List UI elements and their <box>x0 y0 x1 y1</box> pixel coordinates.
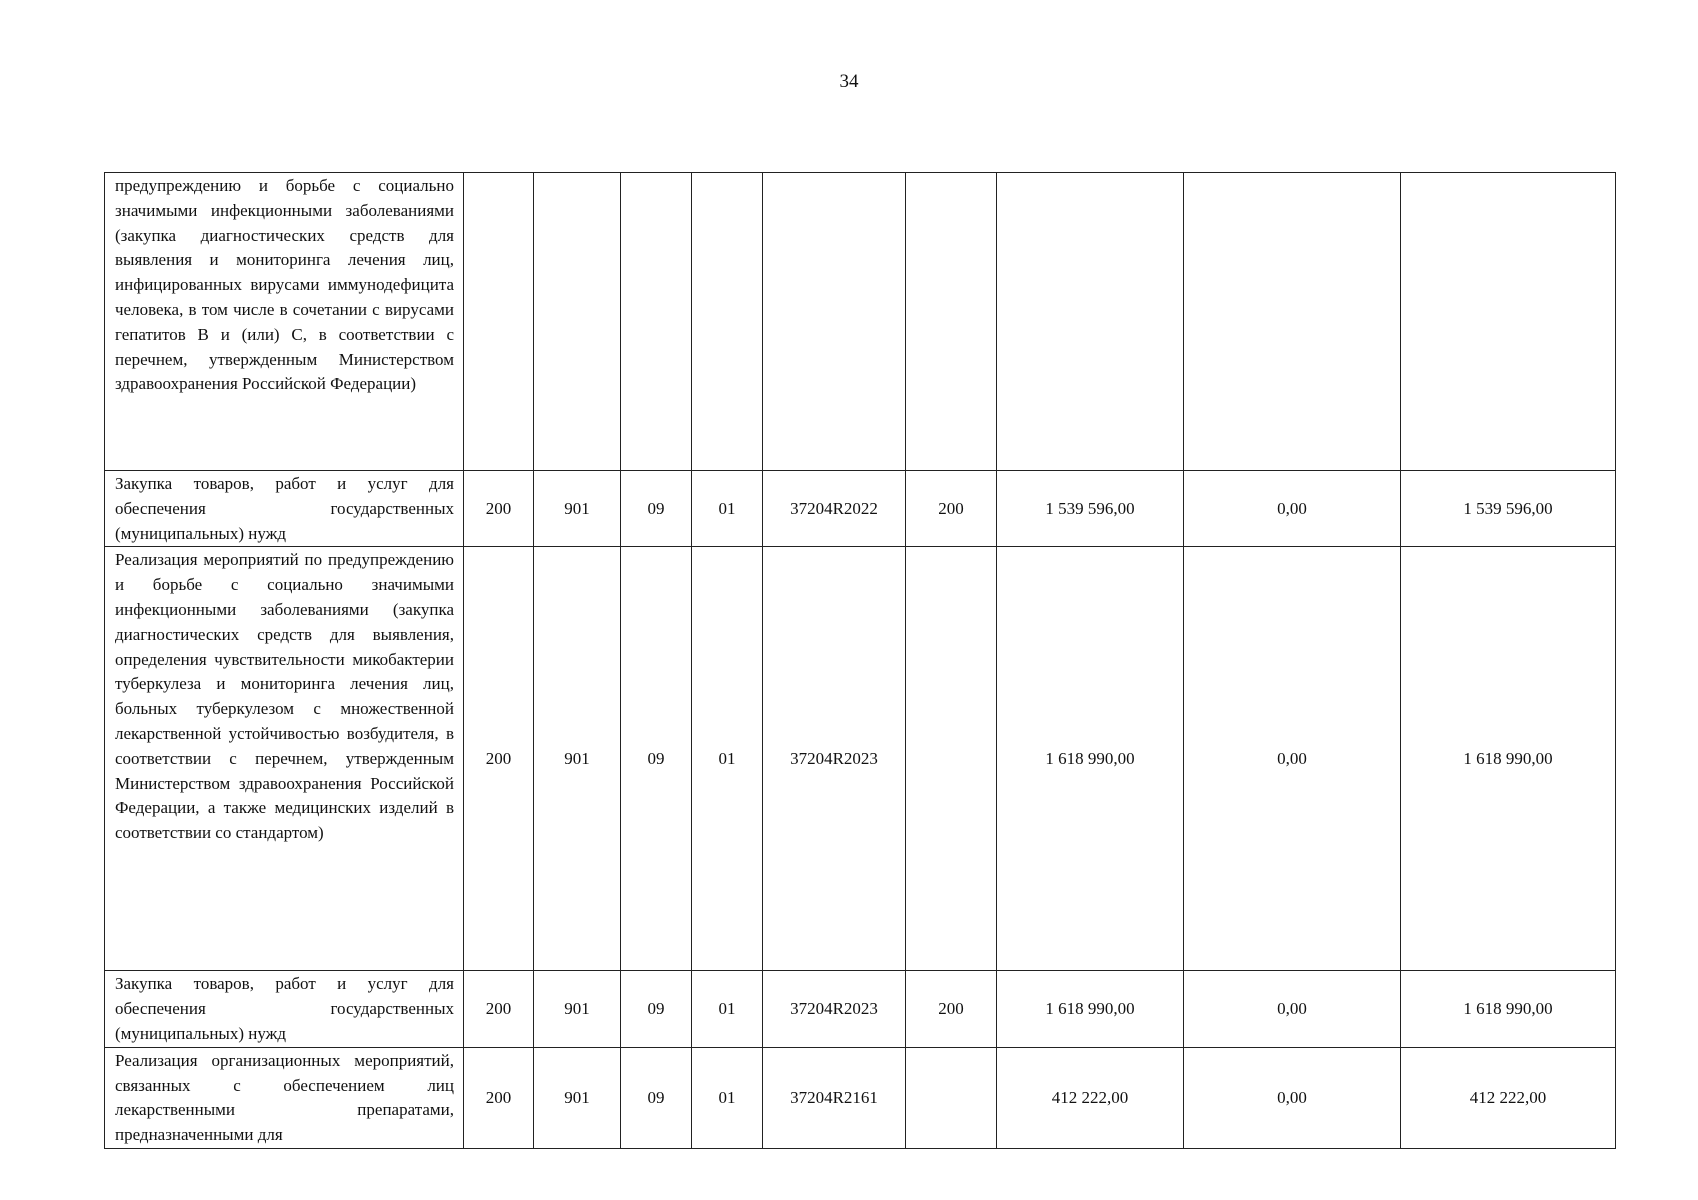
subsection-cell: 01 <box>692 1047 763 1148</box>
amount-1-cell: 1 539 596,00 <box>997 471 1184 547</box>
table-row <box>105 173 1616 471</box>
target-article-cell: 37204R2161 <box>763 1047 906 1148</box>
subsection-cell <box>692 173 763 471</box>
target-article-cell: 37204R2023 <box>763 971 906 1047</box>
row-description: Реализация организационных мероприятий, связанных с обеспечением лиц лекарственными препаратами, предназначенными для <box>105 1047 464 1148</box>
table-row <box>105 971 1616 1047</box>
amount-1-cell: 1 618 990,00 <box>997 971 1184 1047</box>
expense-type-cell <box>906 1047 997 1148</box>
amount-3-cell: 1 539 596,00 <box>1401 471 1616 547</box>
section-cell: 09 <box>621 471 692 547</box>
expense-type-cell <box>906 547 997 971</box>
table-row <box>105 1047 1616 1148</box>
table-row <box>105 471 1616 547</box>
target-article-cell: 37204R2022 <box>763 471 906 547</box>
amount-2-cell: 0,00 <box>1184 547 1401 971</box>
page-number: 34 <box>839 71 859 92</box>
code-b-cell: 901 <box>534 471 621 547</box>
code-a-cell <box>464 173 534 471</box>
row-description: предупреждению и борьбе с социально значимыми инфекционными заболеваниями (закупка диагностических средств для выявления и мониторинга лечения лиц, инфицированных вирусами иммунодефицита человека, в том числе в сочетании с вирусами гепатитов В и (или) С, в соответствии с перечнем, утвержденным Министерством здравоохранения Российской Федерации) <box>105 173 464 471</box>
code-b-cell <box>534 173 621 471</box>
amount-3-cell: 1 618 990,00 <box>1401 547 1616 971</box>
expense-type-cell <box>906 173 997 471</box>
code-a-cell: 200 <box>464 547 534 971</box>
target-article-cell <box>763 173 906 471</box>
amount-1-cell: 412 222,00 <box>997 1047 1184 1148</box>
target-article-cell: 37204R2023 <box>763 547 906 971</box>
expense-type-cell: 200 <box>906 971 997 1047</box>
amount-3-cell: 1 618 990,00 <box>1401 971 1616 1047</box>
amount-2-cell: 0,00 <box>1184 471 1401 547</box>
code-a-cell: 200 <box>464 471 534 547</box>
code-a-cell: 200 <box>464 1047 534 1148</box>
code-b-cell: 901 <box>534 971 621 1047</box>
amount-1-cell: 1 618 990,00 <box>997 547 1184 971</box>
row-description: Реализация мероприятий по предупреждению и борьбе с социально значимыми инфекционными заболеваниями (закупка диагностических средств для выявления, определения чувствительности микобактерии туберкулеза и мониторинга лечения лиц, больных туберкулезом с множественной лекарственной устойчивостью возбудителя, в соответствии с перечнем, утвержденным Министерством здравоохранения Российской Федерации, а также медицинских изделий в соответствии со стандартом) <box>105 547 464 971</box>
table-row <box>105 547 1616 971</box>
subsection-cell: 01 <box>692 471 763 547</box>
row-description: Закупка товаров, работ и услуг для обеспечения государственных (муниципальных) нужд <box>105 971 464 1047</box>
budget-table <box>104 172 1616 1149</box>
amount-2-cell: 0,00 <box>1184 971 1401 1047</box>
section-cell: 09 <box>621 971 692 1047</box>
subsection-cell: 01 <box>692 547 763 971</box>
subsection-cell: 01 <box>692 971 763 1047</box>
section-cell: 09 <box>621 1047 692 1148</box>
section-cell: 09 <box>621 547 692 971</box>
amount-3-cell <box>1401 173 1616 471</box>
amount-2-cell <box>1184 173 1401 471</box>
code-b-cell: 901 <box>534 547 621 971</box>
expense-type-cell: 200 <box>906 471 997 547</box>
section-cell <box>621 173 692 471</box>
code-a-cell: 200 <box>464 971 534 1047</box>
amount-1-cell <box>997 173 1184 471</box>
code-b-cell: 901 <box>534 1047 621 1148</box>
amount-2-cell: 0,00 <box>1184 1047 1401 1148</box>
amount-3-cell: 412 222,00 <box>1401 1047 1616 1148</box>
row-description: Закупка товаров, работ и услуг для обеспечения государственных (муниципальных) нужд <box>105 471 464 547</box>
